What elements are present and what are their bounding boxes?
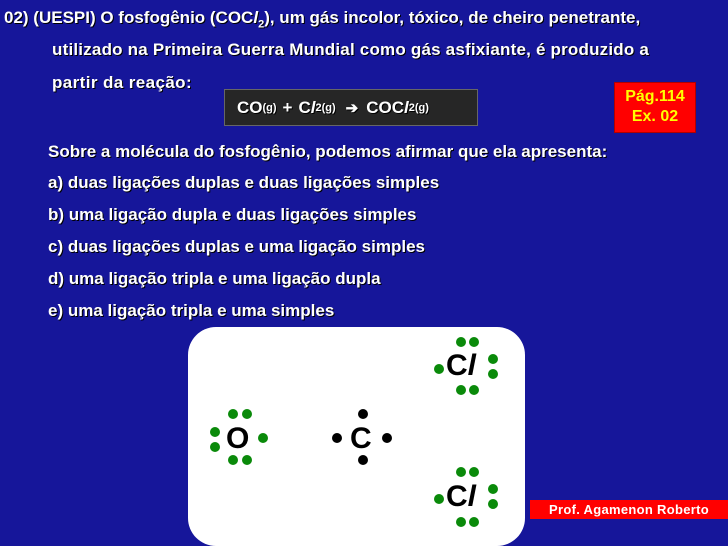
electron-dot [242, 409, 252, 419]
option-e[interactable]: e) uma ligação tripla e uma simples [48, 301, 335, 320]
electron-dot [456, 337, 466, 347]
page-number: Pág.114 [625, 88, 685, 105]
question-line-1 [4, 8, 640, 34]
electron-dot [358, 409, 368, 419]
electron-dot [488, 354, 498, 364]
electron-dot [258, 433, 268, 443]
page-reference-badge [614, 82, 696, 133]
option-a[interactable]: a) duas ligações duplas e duas ligações simples [48, 173, 440, 192]
atom-carbon: C [350, 422, 372, 455]
author-credit: Prof. Agamenon Roberto [530, 500, 728, 519]
plus-sign: + [282, 97, 293, 117]
atom-cl-bottom: Cl [446, 480, 477, 513]
option-b[interactable]: b) uma ligação dupla e duas ligações simples [48, 205, 417, 224]
reactant-co-state: (g) [262, 101, 277, 114]
electron-dot [488, 484, 498, 494]
electron-dot [242, 455, 252, 465]
question-prefix: 02) (UESPI) O fosfogênio (COCl$_2$), um gás incolor, tóxico, de cheiro penetrante, [4, 8, 641, 31]
electron-dot [469, 467, 479, 477]
electron-dot [434, 494, 444, 504]
electron-dot [332, 433, 342, 443]
electron-dot [358, 455, 368, 465]
electron-dot [382, 433, 392, 443]
electron-dot [456, 517, 466, 527]
electron-dot [210, 442, 220, 452]
product-cocl2: COCl [366, 97, 409, 117]
product-state: 2(g) [408, 101, 429, 114]
question-line-2: utilizado na Primeira Guerra Mundial como gás asfixiante, é produzido a [52, 40, 650, 59]
atom-cl-top: Cl [446, 349, 477, 382]
atom-oxygen: O [226, 422, 250, 455]
electron-dot [488, 369, 498, 379]
lewis-structure-panel [188, 327, 525, 546]
electron-dot [488, 499, 498, 509]
electron-dot [469, 385, 479, 395]
electron-dot [228, 409, 238, 419]
reactant-co: CO [237, 97, 263, 117]
reaction-equation [224, 89, 478, 126]
electron-dot [228, 455, 238, 465]
question-stem: Sobre a molécula do fosfogênio, podemos afirmar que ela apresenta: [48, 142, 608, 161]
electron-dot [456, 385, 466, 395]
electron-dot [469, 517, 479, 527]
reactant-cl2: Cl [298, 97, 316, 117]
electron-dot [210, 427, 220, 437]
electron-dot [469, 337, 479, 347]
exercise-number: Ex. 02 [631, 108, 679, 125]
reactant-cl2-state: 2(g) [315, 101, 336, 114]
electron-dot [434, 364, 444, 374]
option-c[interactable]: c) duas ligações duplas e uma ligação simples [48, 237, 425, 256]
option-d[interactable]: d) uma ligação tripla e uma ligação dupla [48, 269, 381, 288]
reaction-arrow-icon: ➔ [345, 99, 359, 117]
electron-dot [456, 467, 466, 477]
question-line-3: partir da reação: [52, 73, 193, 92]
